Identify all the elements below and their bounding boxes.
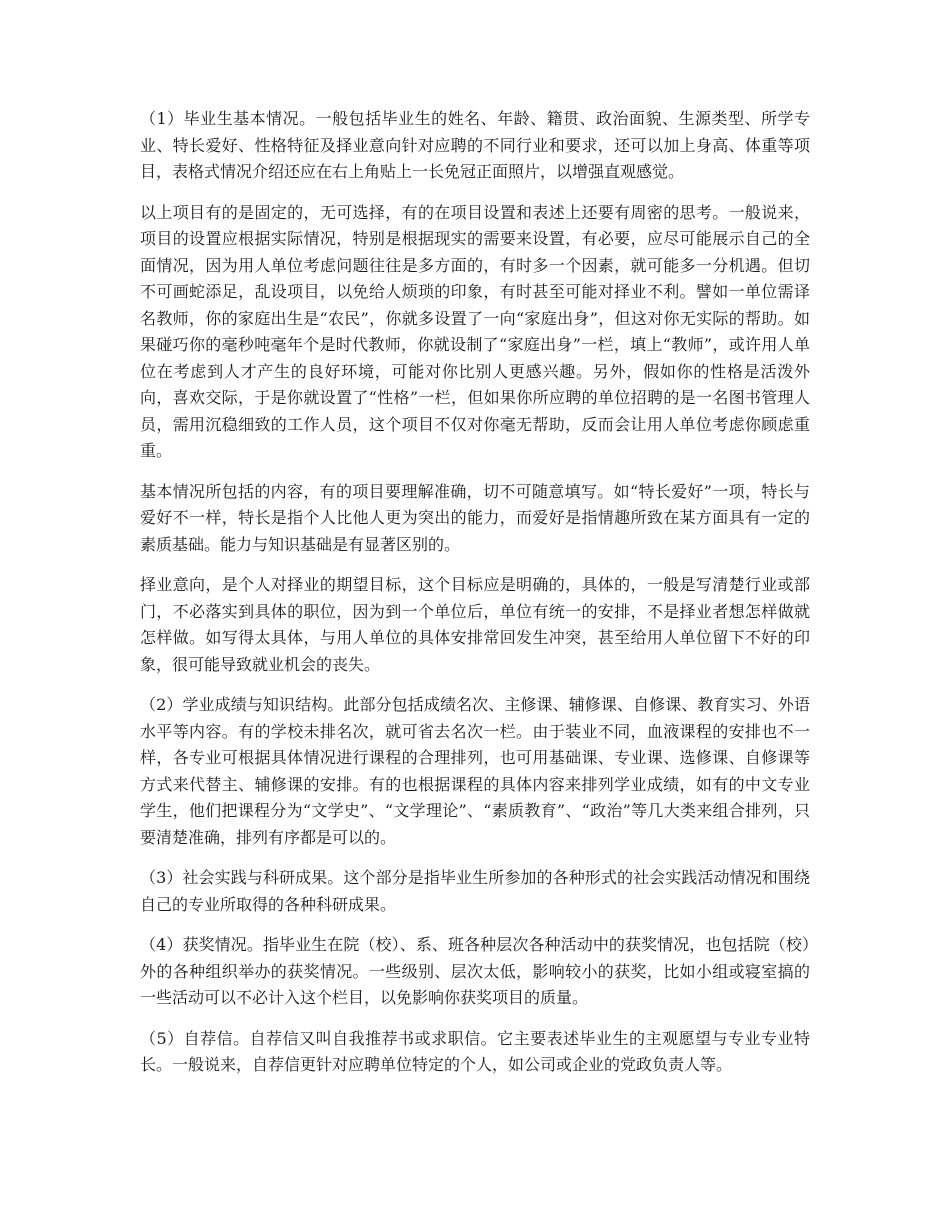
paragraph-specialty-hobby: 基本情况所包括的内容，有的项目要理解准确，切不可随意填写。如“特长爱好”一项，特长与爱好不一样，特长是指个人比他人更为突出的能力，而爱好是指情趣所致在某方面具有一定的素质基础。能力与知识基础是有显著区别的。 [140, 481, 810, 554]
paragraph-social-practice: （3）社会实践与科研成果。这个部分是指毕业生所参加的各种形式的社会实践活动情况和围绕自己的专业所取得的各种科研成果。 [140, 868, 810, 914]
paragraph-academic-record: （2）学业成绩与知识结构。此部分包括成绩名次、主修课、辅修课、自修课、教育实习、外语水平等内容。有的学校未排名次，就可省去名次一栏。由于装业不同，血液课程的安排也不一样，各专业可根据具体情况进行课程的合理排列，也可用基础课、专业课、选修课、自修课等方式来代替主、辅修课的安排。有的也根据课程的具体内容来排列学业成绩，如有的中文专业学生，他们把课程分为“文学史”、“文学理论”、“素质教育”、“政治”等几大类来组合排列，只要清楚准确，排列有序都是可以的。 [140, 695, 810, 847]
paragraph-item-setting: 以上项目有的是固定的，无可选择，有的在项目设置和表述上还要有周密的思考。一般说来，项目的设置应根据实际情况，特别是根据现实的需要来设置，有必要，应尽可能展示自己的全面情况，因为用人单位考虑问题往往是多方面的，有时多一个因素，就可能多一分机遇。但切不可画蛇添足，乱设项目，以免给人烦琐的印象，有时甚至可能对择业不利。譬如一单位需译名教师，你的家庭出生是“农民”，你就多设置了一向“家庭出身”，但这对你无实际的帮助。如果碰巧你的毫秒吨毫年个是时代教师，你就设制了“家庭出身”一栏，填上“教师”，或许用人单位在考虑到人才产生的良好环境，可能对你比别人更感兴趣。另外，假如你的性格是活泼外向，喜欢交际，于是你就设置了“性格”一栏，但如果你所应聘的单位招聘的是一名图书管理人员，需用沉稳细致的工作人员，这个项目不仅对你毫无帮助，反而会让用人单位考虑你顾虑重重。 [140, 202, 810, 460]
document-body [140, 106, 810, 1093]
paragraph-cover-letter: （5）自荐信。自荐信又叫自我推荐书或求职信。它主要表述毕业生的主观愿望与专业专业特长。一般说来，自荐信更针对应聘单位特定的个人，如公司或企业的党政负责人等。 [140, 1028, 810, 1074]
paragraph-basic-info: （1）毕业生基本情况。一般包括毕业生的姓名、年龄、籍贯、政治面貌、生源类型、所学专业、特长爱好、性格特征及择业意向针对应聘的不同行业和要求，还可以加上身高、体重等项目，表格式情况介绍还应在右上角贴上一长免冠正面照片，以增强直观感觉。 [140, 109, 810, 181]
paragraph-awards: （4）获奖情况。指毕业生在院（校）、系、班各种层次各种活动中的获奖情况，也包括院（校）外的各种组织举办的获奖情况。一些级别、层次太低，影响较小的获奖，比如小组或寝室搞的一些活动可以不必计入这个栏目，以免影响你获奖项目的质量。 [140, 935, 810, 1007]
paragraph-career-intention: 择业意向，是个人对择业的期望目标，这个目标应是明确的，具体的，一般是写清楚行业或部门，不必落实到具体的职位，因为到一个单位后，单位有统一的安排，不是择业者想怎样做就怎样做。如写得太具体，与用人单位的具体安排常回发生冲突，甚至给用人单位留下不好的印象，很可能导致就业机会的丧失。 [140, 575, 810, 674]
